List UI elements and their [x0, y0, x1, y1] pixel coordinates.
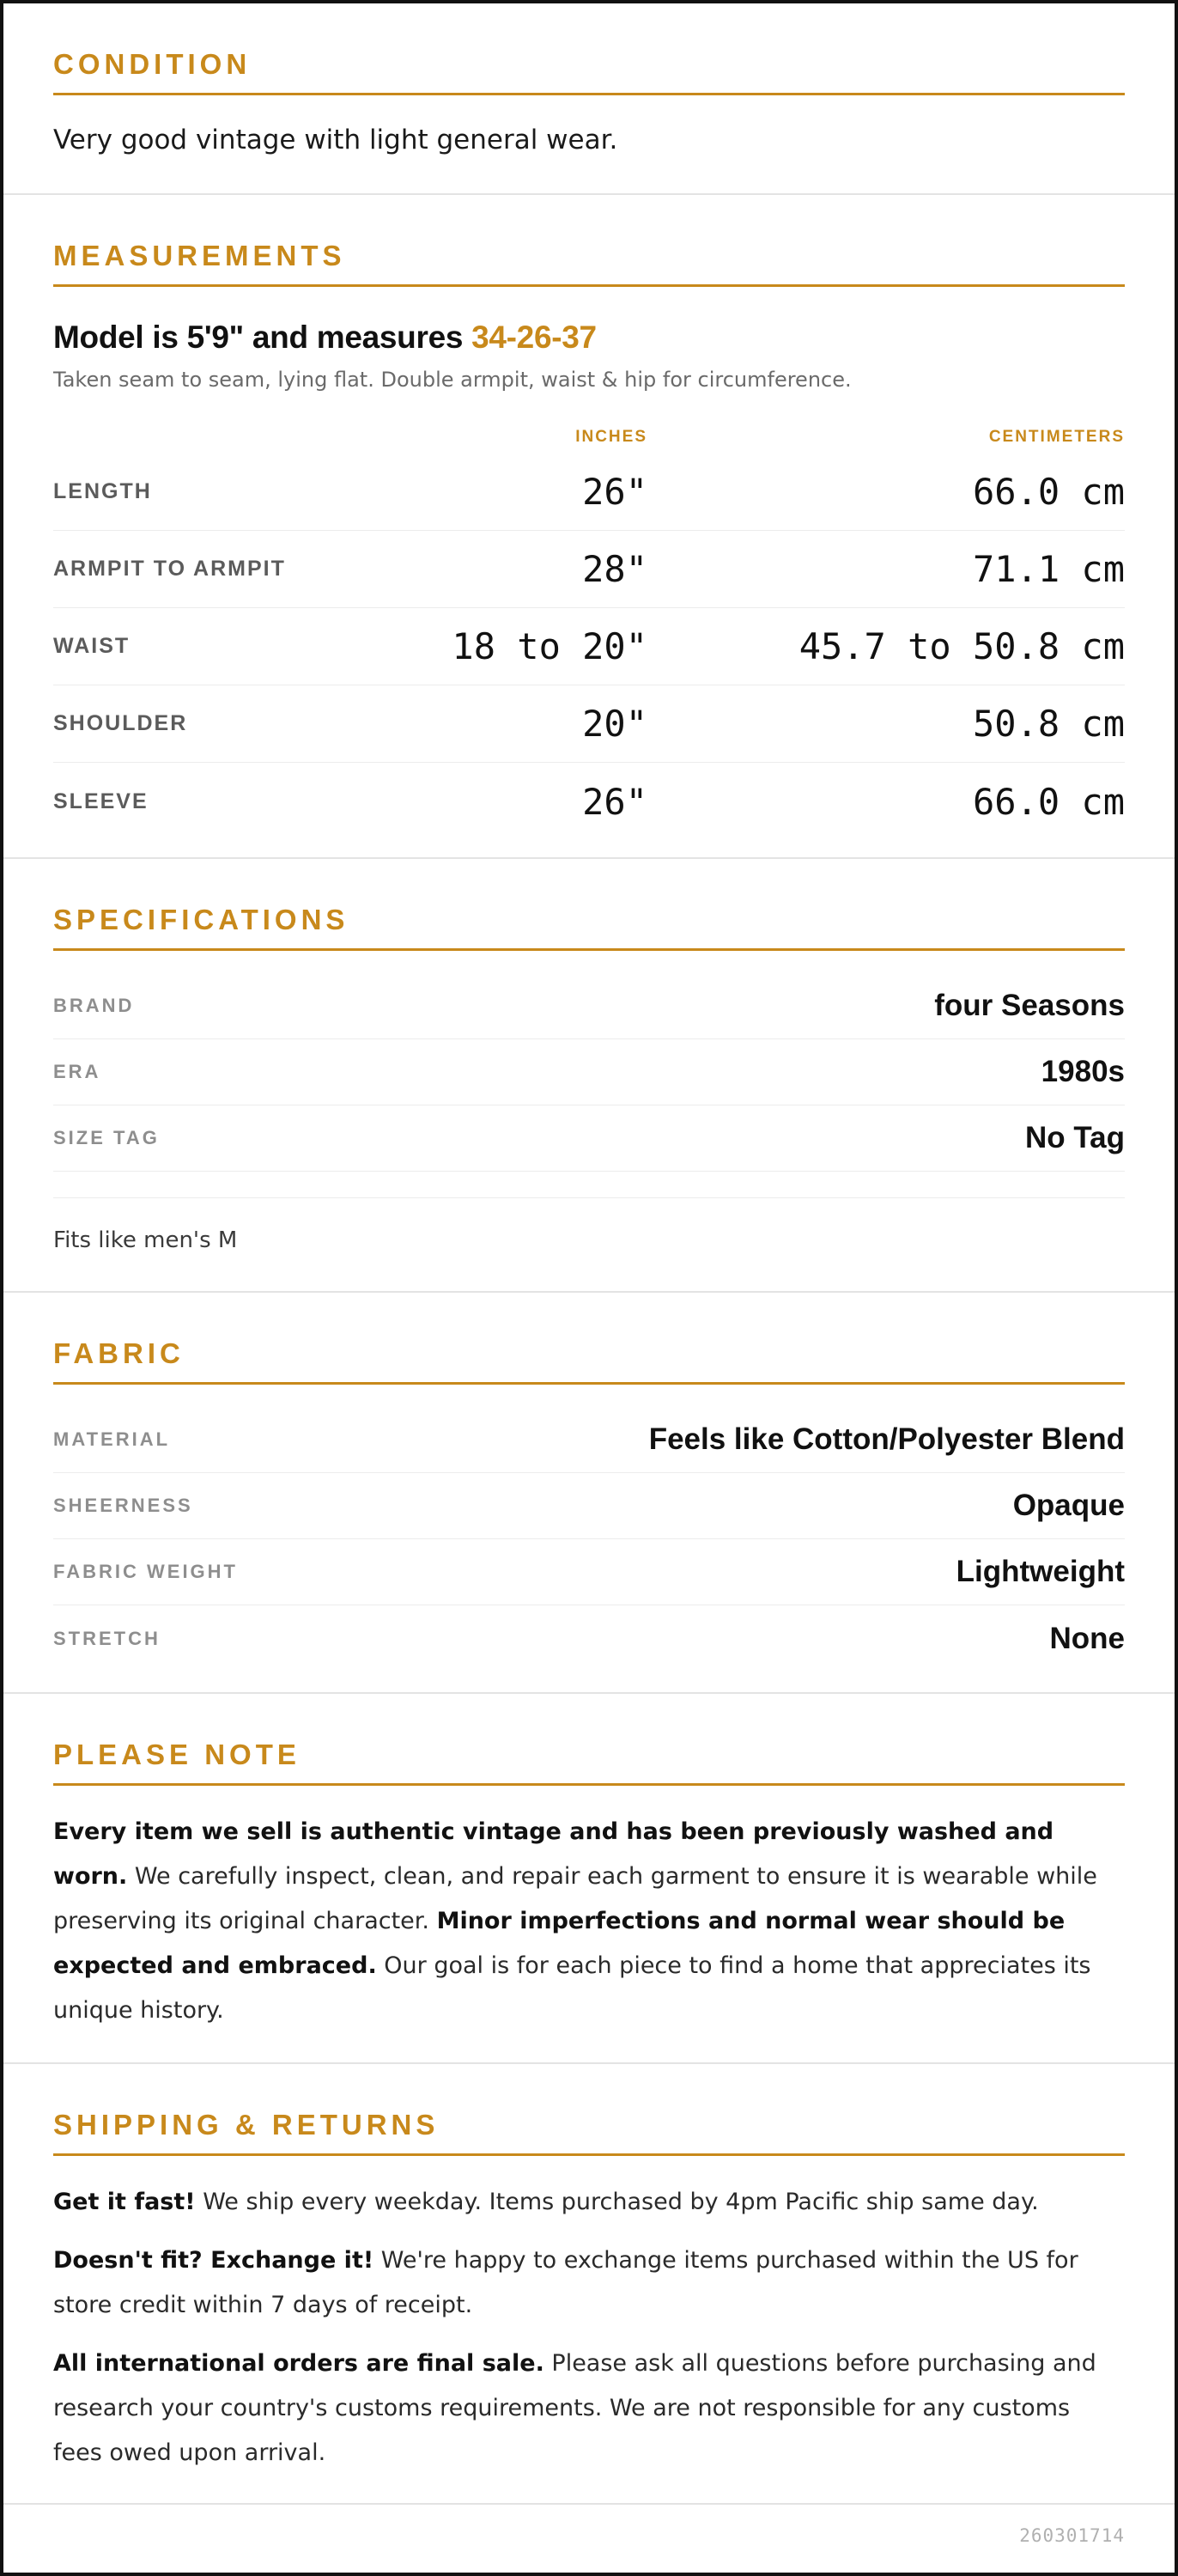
measurement-note: Taken seam to seam, lying flat. Double armpit, waist & hip for circumference.: [53, 368, 852, 392]
shipping-text-2: We're happy to exchange items purchased within the US for store credit within 7 days of receipt.: [53, 2247, 1078, 2318]
measurement-cm: 45.7 to 50.8 cm: [798, 625, 1125, 667]
measurement-table: [53, 454, 1125, 857]
fabric-value: Feels like Cotton/Polyester Blend: [648, 1422, 1125, 1456]
spec-row-brand: [53, 973, 1125, 1039]
measurement-label: SHOULDER: [53, 711, 188, 735]
measurement-inches: 18 to 20": [452, 625, 647, 667]
fabric-list: [53, 1407, 1125, 1692]
note-bold-2: Minor imperfections and normal wear should be expected and embraced.: [53, 1908, 1066, 1979]
inches-header: INCHES: [575, 428, 647, 446]
fabric-section: [3, 1293, 1175, 1694]
measurement-cm: 50.8 cm: [972, 703, 1125, 745]
condition-section: [3, 3, 1175, 195]
spec-key: ERA: [53, 1061, 101, 1082]
spec-key: SIZE TAG: [53, 1127, 160, 1148]
shipping-text-1: We ship every weekday. Items purchased by 4pm Pacific ship same day.: [195, 2189, 1039, 2215]
measurement-label: WAIST: [53, 634, 131, 658]
please-note-text: [53, 1810, 1125, 2062]
measurement-row-length: [53, 454, 1125, 531]
fabric-value: None: [1049, 1621, 1125, 1655]
fabric-row-weight: [53, 1539, 1125, 1605]
note-text-2: Our goal is for each piece to find a home that appreciates its unique history.: [53, 1952, 1091, 2024]
measurement-inches: 26": [582, 780, 647, 823]
fabric-key: FABRIC WEIGHT: [53, 1561, 238, 1582]
item-code: 260301714: [1019, 2525, 1125, 2546]
model-prefix: Model is 5'9" and measures: [53, 320, 472, 355]
shipping-title: SHIPPING & RETURNS: [53, 2109, 1125, 2156]
specifications-list: [53, 973, 1125, 1172]
shipping-text: [53, 2180, 1125, 2503]
shipping-text-3: Please ask all questions before purchasing and research your country's customs requirements. We are not responsible for any customs fees owed upon arrival.: [53, 2350, 1096, 2466]
fabric-row-sheerness: [53, 1473, 1125, 1539]
measurements-title: MEASUREMENTS: [53, 240, 1125, 287]
shipping-bold-2: Doesn't fit? Exchange it!: [53, 2247, 374, 2274]
shipping-paragraph-1: [53, 2180, 1125, 2225]
model-info: [53, 320, 1125, 356]
specifications-title: SPECIFICATIONS: [53, 904, 1125, 951]
please-note-section: [3, 1694, 1175, 2064]
shipping-paragraph-3: [53, 2342, 1125, 2476]
spec-row-era: [53, 1039, 1125, 1105]
shipping-paragraph-2: [53, 2238, 1125, 2328]
specifications-section: [3, 859, 1175, 1293]
fabric-row-material: [53, 1407, 1125, 1473]
please-note-title: PLEASE NOTE: [53, 1739, 1125, 1786]
measurement-row-armpit: [53, 531, 1125, 608]
note-text-1: We carefully inspect, clean, and repair each garment to ensure it is wearable while preserving its original character.: [53, 1863, 1097, 1934]
spec-value: 1980s: [1041, 1055, 1125, 1088]
fabric-row-stretch: [53, 1605, 1125, 1672]
shipping-bold-3: All international orders are final sale.: [53, 2350, 544, 2377]
measurement-cm: 66.0 cm: [972, 780, 1125, 823]
measurement-cm: 71.1 cm: [972, 548, 1125, 590]
spec-key: BRAND: [53, 995, 135, 1016]
measurement-label: ARMPIT TO ARMPIT: [53, 557, 286, 581]
fabric-key: MATERIAL: [53, 1428, 171, 1450]
spec-row-size-tag: [53, 1105, 1125, 1172]
measurement-label: LENGTH: [53, 479, 152, 503]
measurements-section: [3, 195, 1175, 859]
measurement-row-waist: [53, 608, 1125, 685]
note-bold-1: Every item we sell is authentic vintage and has been previously washed and worn.: [53, 1818, 1054, 1890]
shipping-bold-1: Get it fast!: [53, 2189, 196, 2215]
measurement-inches: 20": [582, 703, 647, 745]
measurement-cm: 66.0 cm: [972, 471, 1125, 513]
condition-title: CONDITION: [53, 48, 1125, 95]
fabric-key: SHEERNESS: [53, 1495, 193, 1516]
spec-value: four Seasons: [934, 989, 1125, 1022]
centimeters-header: CENTIMETERS: [988, 428, 1125, 446]
fit-note: Fits like men's M: [53, 1197, 1125, 1291]
measurement-column-headers: [53, 424, 1125, 450]
condition-text: Very good vintage with light general wear.: [53, 125, 618, 155]
shipping-section: [3, 2064, 1175, 2505]
measurement-inches: 26": [582, 471, 647, 513]
model-measures: 34-26-37: [471, 320, 597, 355]
measurement-row-shoulder: [53, 685, 1125, 763]
fabric-key: STRETCH: [53, 1627, 161, 1649]
measurement-inches: 28": [582, 548, 647, 590]
measurement-row-sleeve: [53, 763, 1125, 840]
fabric-value: Lightweight: [956, 1555, 1125, 1588]
fabric-title: FABRIC: [53, 1337, 1125, 1385]
fabric-value: Opaque: [1012, 1489, 1125, 1522]
measurement-label: SLEEVE: [53, 789, 149, 813]
spec-value: No Tag: [1024, 1121, 1125, 1154]
